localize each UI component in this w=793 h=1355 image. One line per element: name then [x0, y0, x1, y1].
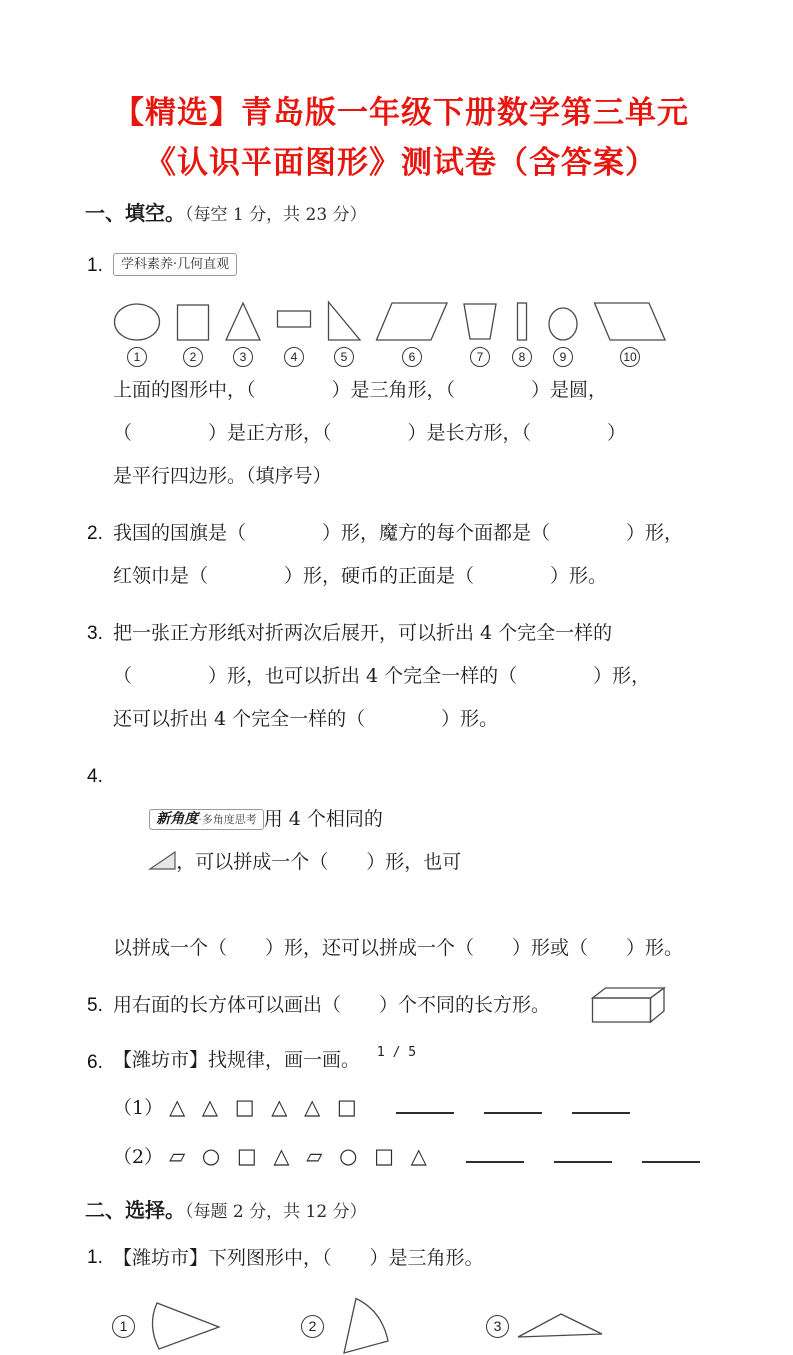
shape-label: 9 — [553, 347, 573, 367]
section-choice-note: （每题 2 分，共 12 分） — [185, 1202, 367, 1222]
q5-line — [113, 984, 717, 1027]
q1-text-line: （ ）是正方形，（ ）是长方形，（ ） — [113, 422, 627, 444]
option-label: 1 — [112, 1315, 135, 1338]
fill-question-4 — [85, 755, 717, 970]
shape-cell-narrow-rectangle — [512, 297, 532, 367]
fill-question-3 — [85, 612, 717, 741]
section-choice-title: 二、选择。 — [85, 1198, 185, 1222]
option-label: 3 — [486, 1315, 509, 1338]
triangle-shape — [225, 297, 261, 343]
curved-edge-triangle-shape — [143, 1300, 223, 1352]
shape-label: 1 — [127, 347, 147, 367]
answer-blank — [572, 1090, 630, 1114]
q4-text-line1 — [113, 755, 717, 927]
section-fill-title: 一、填空。 — [85, 201, 185, 225]
shape-cell-circle — [547, 297, 579, 367]
shape-label: 3 — [233, 347, 253, 367]
parallelogram-mirrored-shape — [594, 297, 666, 343]
question-number: 6. — [87, 1052, 103, 1073]
shape-label: 2 — [183, 347, 203, 367]
q4-text-post: ，可以拼成一个（ ）形，也可 — [176, 851, 462, 873]
choice-options-row — [85, 1297, 717, 1355]
shape-cell-trapezoid — [463, 297, 497, 367]
cuboid-figure — [591, 986, 669, 1026]
question-number: 1. — [87, 1247, 103, 1268]
answer-blank — [396, 1090, 454, 1114]
q2-text-line: 红领巾是（ ）形，硬币的正面是（ ）形。 — [113, 565, 608, 587]
circle-sector-shape — [332, 1297, 394, 1355]
pattern-row2-label: （2） — [113, 1146, 164, 1168]
q6-text: 【潍坊市】找规律，画一画。 — [113, 1049, 361, 1071]
shape-cell-right-triangle — [327, 297, 361, 367]
q3-text-line: （ ）形，也可以折出 4 个完全一样的（ ）形， — [113, 665, 651, 687]
q4-text-pre: 用 4 个相同的 — [263, 808, 383, 830]
q1-text-line: 上面的图形中，（ ）是三角形，（ ）是圆， — [113, 379, 608, 401]
circle-shape — [547, 297, 579, 343]
shape-label: 7 — [470, 347, 490, 367]
choice-question-1 — [85, 1239, 717, 1277]
paper-title-line1: 【精选】青岛版一年级下册数学第三单元 — [113, 95, 689, 131]
answer-blank — [554, 1139, 612, 1163]
competency-badge: 学科素养·几何直观 — [113, 253, 237, 276]
page-number: 1 / 5 — [376, 1045, 417, 1060]
paper-title — [85, 88, 717, 188]
shape-label: 5 — [334, 347, 354, 367]
shape-cell-ellipse — [113, 297, 161, 367]
answer-blank — [466, 1139, 524, 1163]
answer-blank — [642, 1139, 700, 1163]
shape-cell-parallelogram — [376, 297, 448, 367]
pattern-row1-sequence: △ △ □ △ △ □ — [169, 1095, 362, 1119]
question-number: 4. — [87, 766, 103, 787]
question-number: 5. — [87, 995, 103, 1016]
section-fill-heading — [85, 200, 717, 228]
option-1 — [112, 1300, 223, 1352]
paper-title-line2: 《认识平面图形》测试卷（含答案） — [145, 145, 657, 181]
option-2 — [301, 1297, 394, 1355]
option-label: 2 — [301, 1315, 324, 1338]
pattern-row2-sequence: ▱ ○ □ △ ▱ ○ □ △ — [169, 1144, 432, 1168]
pattern-row-1 — [85, 1087, 717, 1128]
ellipse-shape — [113, 297, 161, 343]
new-angle-badge-bold: 新角度 — [156, 811, 199, 827]
shape-cell-parallelogram-mirrored — [594, 297, 666, 367]
shape-cell-rectangle — [276, 297, 312, 367]
rectangle-shape — [276, 297, 312, 343]
small-gray-right-triangle-icon — [149, 849, 176, 871]
shape-cell-triangle — [225, 297, 261, 367]
shape-label: 4 — [284, 347, 304, 367]
fill-question-5 — [85, 984, 717, 1027]
q2-text-line: 我国的国旗是（ ）形，魔方的每个面都是（ ）形， — [113, 522, 684, 544]
pattern-row-2 — [85, 1136, 717, 1177]
square-shape — [176, 297, 210, 343]
fill-question-2 — [85, 512, 717, 598]
shape-label: 6 — [402, 347, 422, 367]
section-fill-note: （每空 1 分，共 23 分） — [185, 205, 367, 225]
option-3 — [486, 1312, 603, 1340]
fill-question-1 — [85, 244, 717, 498]
shape-label: 8 — [512, 347, 532, 367]
q1-text-line: 是平行四边形。（填序号） — [113, 465, 332, 487]
q3-text-line: 还可以折出 4 个完全一样的（ ）形。 — [113, 708, 499, 730]
answer-blank — [484, 1090, 542, 1114]
shape-cell-square — [176, 297, 210, 367]
shape-label: 10 — [620, 347, 640, 367]
right-triangle-shape — [327, 297, 361, 343]
shape-row — [113, 297, 717, 367]
q4-text-line2: 以拼成一个（ ）形，还可以拼成一个（ ）形或（ ）形。 — [113, 937, 684, 959]
flat-obtuse-triangle-shape — [517, 1312, 603, 1340]
new-angle-badge — [149, 809, 264, 830]
question-number: 3. — [87, 623, 103, 644]
q3-text-line: 把一张正方形纸对折两次后展开，可以折出 4 个完全一样的 — [113, 622, 613, 644]
section-choice-heading — [85, 1197, 717, 1225]
narrow-rectangle-shape — [516, 297, 528, 343]
question-number: 1. — [87, 255, 103, 276]
pattern-row1-label: （1） — [113, 1097, 164, 1119]
q5-text: 用右面的长方体可以画出（ ）个不同的长方形。 — [113, 994, 551, 1016]
new-angle-badge-rest: ·多角度思考 — [198, 813, 257, 826]
question-number: 2. — [87, 523, 103, 544]
parallelogram-shape — [376, 297, 448, 343]
choice-q1-text: 【潍坊市】下列图形中，（ ）是三角形。 — [113, 1247, 484, 1269]
trapezoid-shape — [463, 297, 497, 343]
